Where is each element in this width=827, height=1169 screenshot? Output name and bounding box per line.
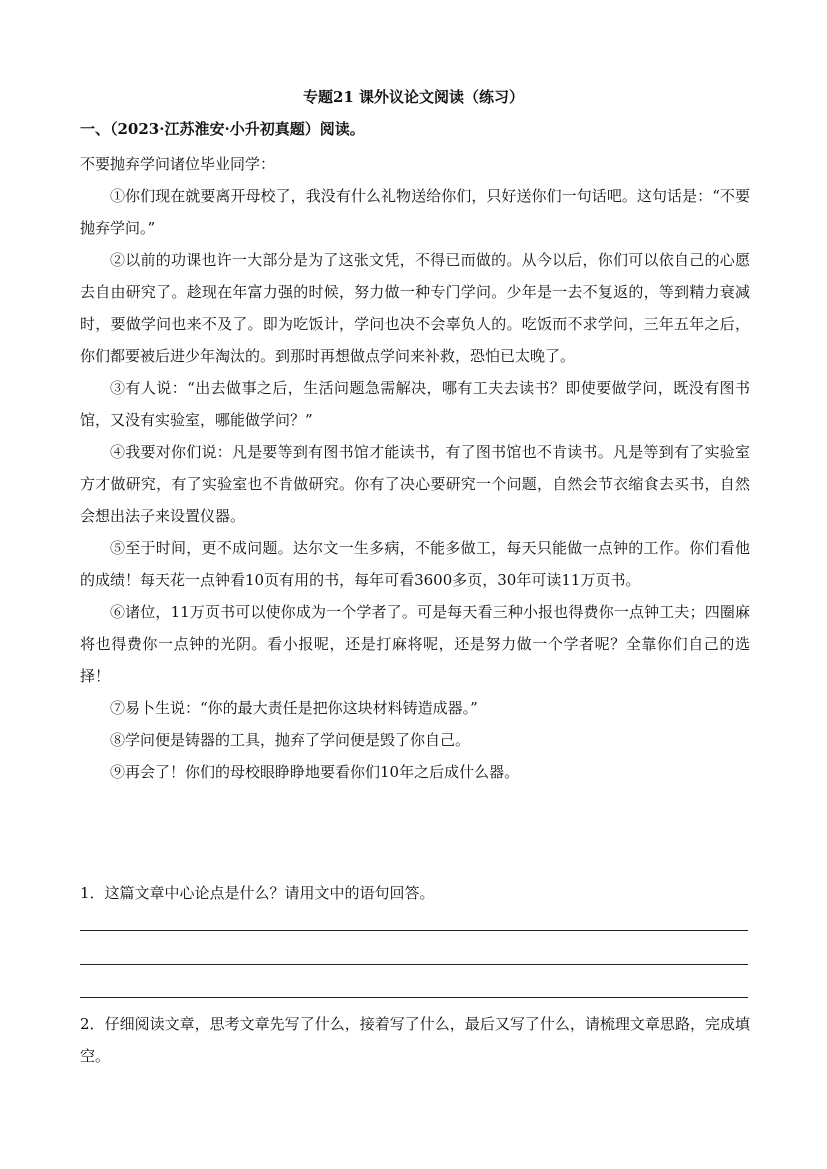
answer-line[interactable] (80, 997, 748, 998)
article-title: 不要抛弃学问诸位毕业同学： (80, 155, 276, 173)
article-paragraph-3: ③有人说：“出去做事之后，生活问题急需解决，哪有工夫去读书？即使要做学问，既没有图书馆，又没有实验室，哪能做学问？” (80, 379, 750, 429)
answer-line[interactable] (80, 930, 748, 931)
article-paragraph-4: ④我要对你们说：凡是要等到有图书馆才能读书，有了图书馆也不肯读书。凡是等到有了实验室方才做研究，有了实验室也不肯做研究。你有了决心要研究一个问题，自然会节衣缩食去买书，自然会想出法子来设置仪器。 (80, 443, 750, 525)
article-paragraph-7: ⑦易卜生说：“你的最大责任是把你这块材料铸造成器。” (110, 699, 478, 717)
question-1: 1．这篇文章中心论点是什么？请用文中的语句回答。 (80, 884, 435, 902)
article-paragraph-5: ⑤至于时间，更不成问题。达尔文一生多病，不能多做工，每天只能做一点钟的工作。你们看他的成绩！每天花一点钟看10页有用的书，每年可看3600多页，30年可读11万页书。 (80, 539, 750, 589)
article-paragraph-6: ⑥诸位，11万页书可以使你成为一个学者了。可是每天看三种小报也得费你一点钟工夫；四圈麻将也得费你一点钟的光阴。看小报呢，还是打麻将呢，还是努力做一个学者呢？全靠你们自己的选择！ (80, 603, 750, 685)
article-paragraph-2: ②以前的功课也许一大部分是为了这张文凭，不得已而做的。从今以后，你们可以依自己的心愿去自由研究了。趁现在年富力强的时候，努力做一种专门学问。少年是一去不复返的，等到精力衰减时，要做学问也来不及了。即为吃饭计，学问也决不会辜负人的。吃饭而不求学问，三年五年之后，你们都要被后进少年淘汰的。到那时再想做点学问来补救，恐怕已太晚了。 (80, 251, 750, 365)
answer-line[interactable] (80, 964, 748, 965)
question-2: 2．仔细阅读文章，思考文章先写了什么，接着写了什么，最后又写了什么，请梳理文章思路，完成填空。 (80, 1015, 750, 1065)
page-title: 专题21 课外议论文阅读（练习） (302, 88, 525, 106)
article-paragraph-9: ⑨再会了！你们的母校眼睁睁地要看你们10年之后成什么器。 (110, 763, 520, 781)
section-heading: 一、（2023·江苏淮安·小升初真题）阅读。 (80, 120, 365, 138)
article-body (80, 148, 750, 788)
article-paragraph-1: ①你们现在就要离开母校了，我没有什么礼物送给你们，只好送你们一句话吧。这句话是：“不要抛弃学问。” (80, 187, 750, 237)
article-paragraph-8: ⑧学问便是铸器的工具，抛弃了学问便是毁了你自己。 (110, 731, 471, 749)
